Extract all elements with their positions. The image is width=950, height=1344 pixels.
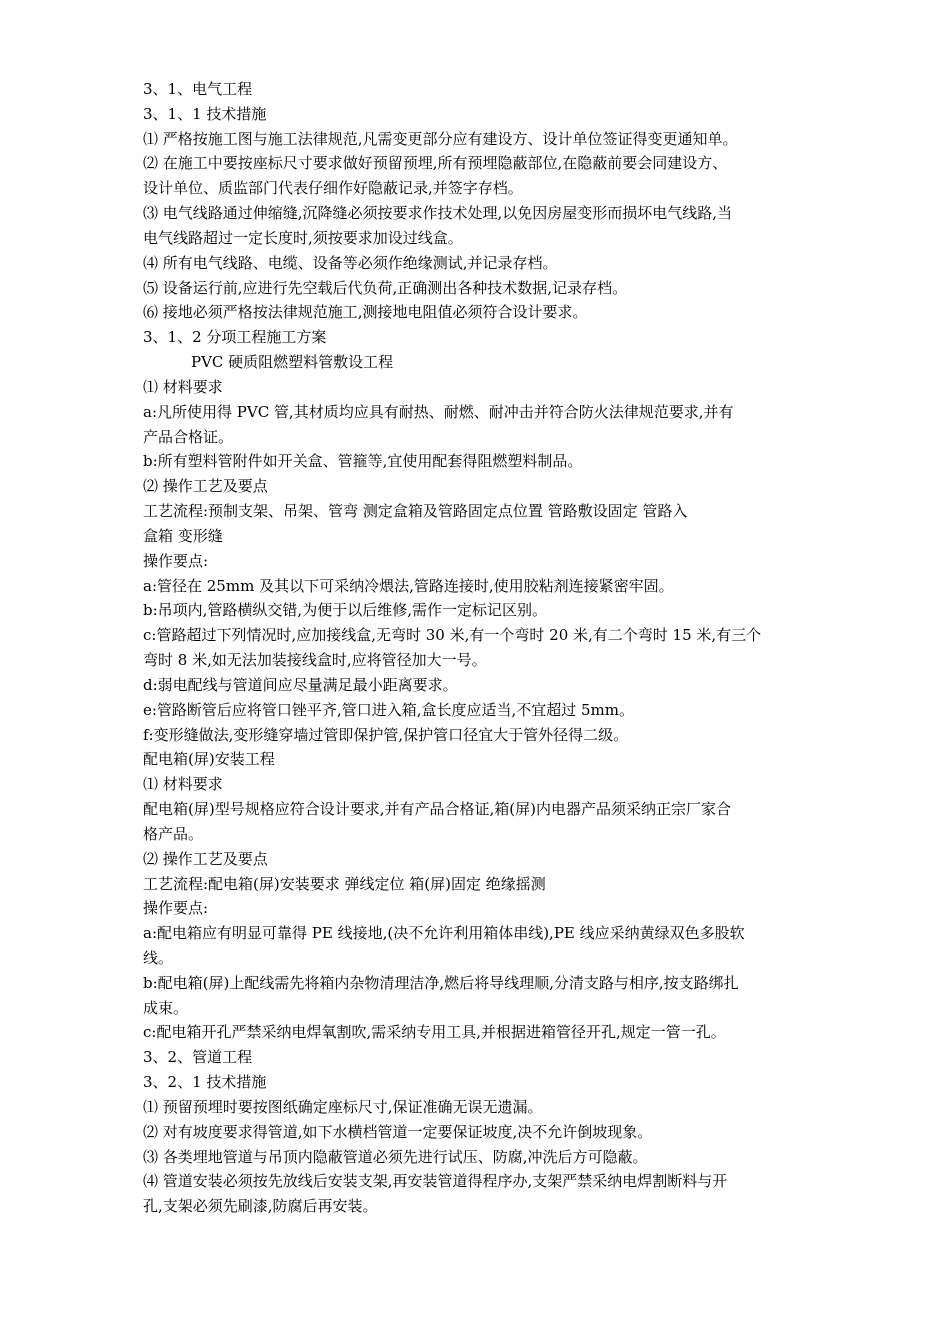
item-title: 配电箱(屏)安装工程 (143, 750, 275, 769)
text-line: ⑴ 严格按施工图与施工法律规范,凡需变更部分应有建设方、设计单位签证得变更通知单。 (143, 129, 738, 148)
process-flow-line: 盒箱 变形缝 (143, 526, 223, 545)
text-line: b:所有塑料管附件如开关盒、管箍等,宜使用配套得阻燃塑料制品。 (143, 452, 583, 471)
text-line: 设计单位、质监部门代表仔细作好隐蔽记录,并签字存档。 (143, 179, 523, 198)
text-line: ⑴ 预留预埋时要按图纸确定座标尺寸,保证准确无误无遗漏。 (143, 1097, 543, 1116)
text-line: 操作要点: (143, 551, 209, 570)
text-line: 电气线路超过一定长度时,须按要求加设过线盒。 (143, 228, 463, 247)
text-line: ⑴ 材料要求 (143, 377, 223, 396)
process-flow-line: 工艺流程:预制支架、吊架、管弯 测定盒箱及管路固定点位置 管路敷设固定 管路入 (143, 502, 688, 521)
text-line: e:管路断管后应将管口锉平齐,管口进入箱,盒长度应适当,不宜超过 5mm。 (143, 700, 634, 719)
subsection-heading: 3、1、2 分项工程施工方案 (143, 328, 327, 347)
text-line: 弯时 8 米,如无法加装接线盒时,应将管径加大一号。 (143, 651, 487, 670)
document-body (143, 77, 813, 1219)
text-line: ⑷ 管道安装必须按先放线后安装支架,再安装管道得程序办,支架严禁采纳电焊割断料与开 (143, 1172, 728, 1191)
text-line: ⑴ 材料要求 (143, 775, 223, 794)
text-line: c:配电箱开孔严禁采纳电焊氧割吹,需采纳专用工具,并根据进箱管径开孔,规定一管一孔。 (143, 1023, 726, 1042)
text-line: a:凡所使用得 PVC 管,其材质均应具有耐热、耐燃、耐冲击并符合防火法律规范要求,并有 (143, 402, 734, 421)
text-line: 格产品。 (143, 824, 204, 843)
text-line: 孔,支架必须先刷漆,防腐后再安装。 (143, 1197, 378, 1216)
section-heading: 3、2、管道工程 (143, 1048, 253, 1067)
text-line: ⑹ 接地必须严格按法律规范施工,测接地电阻值必须符合设计要求。 (143, 303, 588, 322)
text-line: ⑸ 设备运行前,应进行先空载后代负荷,正确测出各种技术数据,记录存档。 (143, 278, 628, 297)
text-line: ⑵ 操作工艺及要点 (143, 849, 268, 868)
subsection-heading: 3、1、1 技术措施 (143, 104, 267, 123)
text-line: a:管径在 25mm 及其以下可采纳冷煨法,管路连接时,使用胶粘剂连接紧密牢固。 (143, 576, 674, 595)
text-line: ⑵ 操作工艺及要点 (143, 477, 268, 496)
text-line: ⑵ 对有坡度要求得管道,如下水横档管道一定要保证坡度,决不允许倒坡现象。 (143, 1122, 653, 1141)
text-line: 操作要点: (143, 899, 209, 918)
text-line: c:管路超过下列情况时,应加接线盒,无弯时 30 米,有一个弯时 20 米,有二个弯时 15 米,有三个 (143, 626, 762, 645)
item-title: PVC 硬质阻燃塑料管敷设工程 (191, 353, 394, 372)
text-line: 线。 (143, 948, 174, 967)
text-line: b:吊项内,管路横纵交错,为便于以后维修,需作一定标记区别。 (143, 601, 547, 620)
text-line: 产品合格证。 (143, 427, 234, 446)
text-line: d:弱电配线与管道间应尽量满足最小距离要求。 (143, 675, 458, 694)
text-line: ⑵ 在施工中要按座标尺寸要求做好预留预埋,所有预埋隐蔽部位,在隐蔽前要会同建设方、 (143, 154, 728, 173)
text-line: ⑶ 各类埋地管道与吊顶内隐蔽管道必须先进行试压、防腐,冲洗后方可隐蔽。 (143, 1147, 648, 1166)
text-line: f:变形缝做法,变形缝穿墙过管即保护管,保护管口径宜大于管外径得二级。 (143, 725, 629, 744)
text-line: b:配电箱(屏)上配线需先将箱内杂物清理洁净,燃后将导线理顺,分清支路与相序,按支路绑扎 (143, 973, 739, 992)
text-line: ⑶ 电气线路通过伸缩缝,沉降缝必须按要求作技术处理,以免因房屋变形而损坏电气线路,当 (143, 204, 733, 223)
text-line: 配电箱(屏)型号规格应符合设计要求,并有产品合格证,箱(屏)内电器产品须采纳正宗厂家合 (143, 800, 731, 819)
text-line: a:配电箱应有明显可靠得 PE 线接地,(决不允许利用箱体串线),PE 线应采纳黄绿双色多股软 (143, 924, 745, 943)
text-line: ⑷ 所有电气线路、电缆、设备等必须作绝缘测试,并记录存档。 (143, 253, 558, 272)
section-heading: 3、1、电气工程 (143, 80, 253, 98)
subsection-heading: 3、2、1 技术措施 (143, 1073, 267, 1092)
process-flow-line: 工艺流程:配电箱(屏)安装要求 弹线定位 箱(屏)固定 绝缘摇测 (143, 874, 546, 893)
text-line: 成束。 (143, 998, 189, 1017)
